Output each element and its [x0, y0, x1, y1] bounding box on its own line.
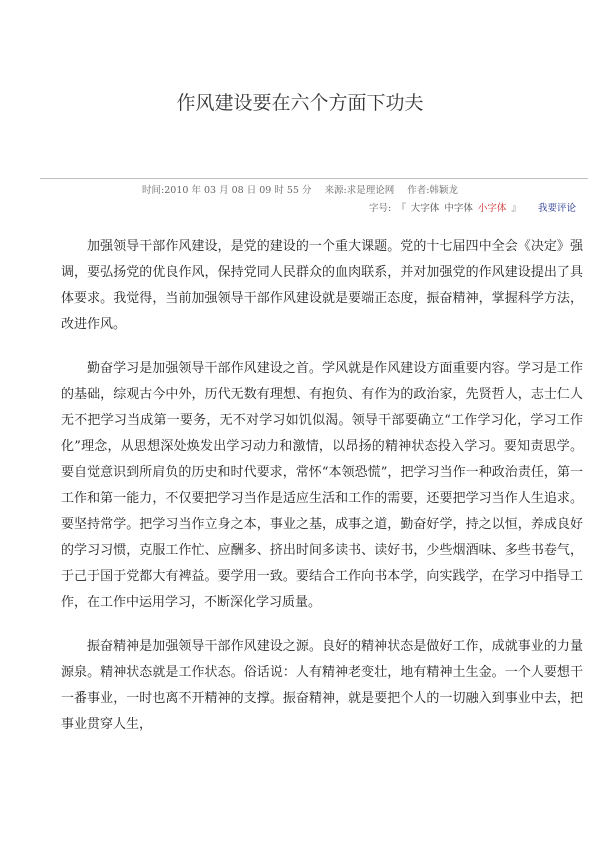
bracket-close: 』 [511, 203, 521, 214]
article-paragraph: 加强领导干部作风建设，是党的建设的一个重大课题。党的十七届四中全会《决定》强调，要弘扬党的优良作风，保持党同人民群众的血肉联系，并对加强党的作风建设提出了具体要求。我觉得，当前加强领导干部作风建设就是要端正态度，振奋精神，掌握科学方法，改进作风。 [61, 239, 583, 332]
article-source: 来源:求是理论网 [324, 185, 395, 196]
publish-time: 时间:2010 年 03 月 08 日 09 时 55 分 [142, 185, 312, 196]
font-medium-link[interactable]: 中字体 [444, 203, 473, 214]
font-size-bar [367, 200, 576, 214]
article-paragraph: 振奋精神是加强领导干部作风建设之源。良好的精神状态是做好工作，成就事业的力量源泉。精神状态就是工作状态。俗话说：人有精神老变壮，地有精神土生金。一个人要想干一番事业，一时也离不开精神的支撑。振奋精神，就是要把个人的一切融入到事业中去，把事业贯穿人生， [61, 639, 583, 732]
header-divider [40, 178, 588, 179]
article-meta [0, 182, 600, 196]
article-paragraph: 勤奋学习是加强领导干部作风建设之首。学风就是作风建设方面重要内容。学习是工作的基础，综观古今中外，历代无数有理想、有抱负、有作为的政治家，先贤哲人，志士仁人无不把学习当成第一要务，无不对学习如饥似渴。领导干部要确立“工作学习化，学习工作化”理念，从思想深处焕发出学习动力和激情，以昂扬的精神状态投入学习。要知责思学。要自觉意识到所肩负的历史和时代要求，常怀“本领恐慌”，把学习当作一种政治责任，第一工作和第一能力，不仅要把学习当作是适应生活和工作的需要，还要把学习当作人生追求。要坚持常学。把学习当作立身之本，事业之基，成事之道，勤奋好学，持之以恒，养成良好的学习习惯，克服工作忙、应酬多、挤出时间多读书、读好书，少些烟酒味、多些书卷气，于己于国于党都大有裨益。要学用一致。要结合工作向书本学，向实践学，在学习中指导工作，在工作中运用学习，不断深化学习质量。 [61, 361, 583, 610]
bracket-open: 『 [396, 203, 406, 214]
comment-link[interactable]: 我要评论 [537, 203, 576, 214]
font-large-link[interactable]: 大字体 [410, 203, 440, 214]
article-title: 作风建设要在六个方面下功夫 [176, 92, 424, 114]
article-author: 作者:韩颖龙 [407, 185, 458, 196]
font-size-label: 字号: [369, 203, 392, 214]
font-small-link[interactable]: 小字体 [477, 203, 507, 214]
article-body [61, 234, 583, 756]
